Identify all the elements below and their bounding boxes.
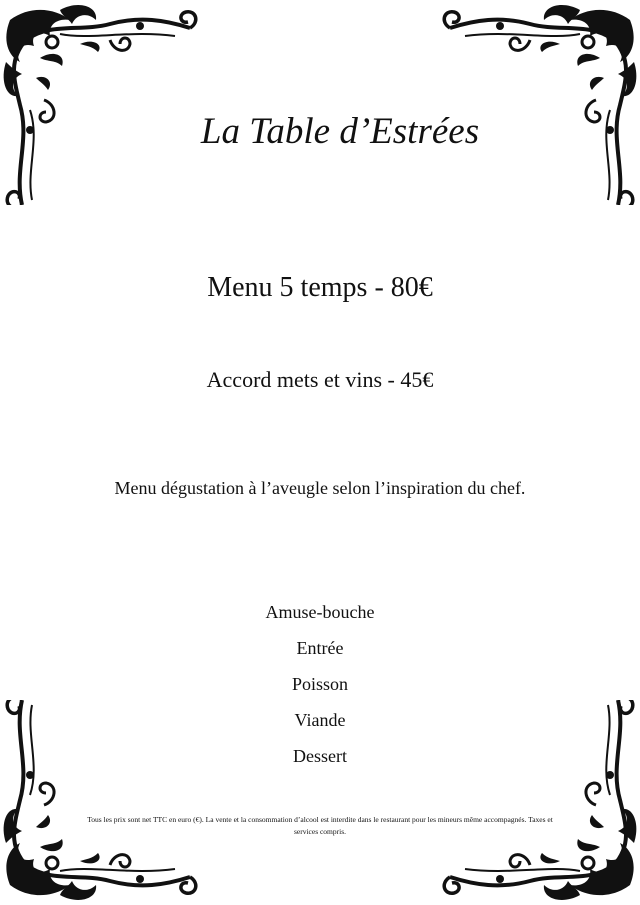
wine-pairing-price: Accord mets et vins - 45€ [206,367,434,392]
menu-price-heading: Menu 5 temps - 80€ [207,272,433,303]
corner-ornament-top-right [440,0,640,205]
course-item: Amuse-bouche [265,602,375,622]
legal-footer: Tous les prix sont net TTC en euro (€). La vente et la consommation d’alcool est interdite dans le restaurant pour les mineurs même accompagnés. Taxes et services compris. [87,815,553,836]
course-item: Viande [294,710,346,730]
flourish-ornament-icon [0,0,200,205]
course-list [0,594,640,774]
course-item: Poisson [291,674,349,694]
flourish-ornament-icon [440,0,640,205]
menu-description: Menu dégustation à l’aveugle selon l’inspiration du chef. [114,478,526,498]
course-item: Dessert [293,746,347,766]
course-item: Entrée [296,638,344,658]
restaurant-name: La Table d’Estrées [200,111,480,152]
corner-ornament-top-left [0,0,200,205]
